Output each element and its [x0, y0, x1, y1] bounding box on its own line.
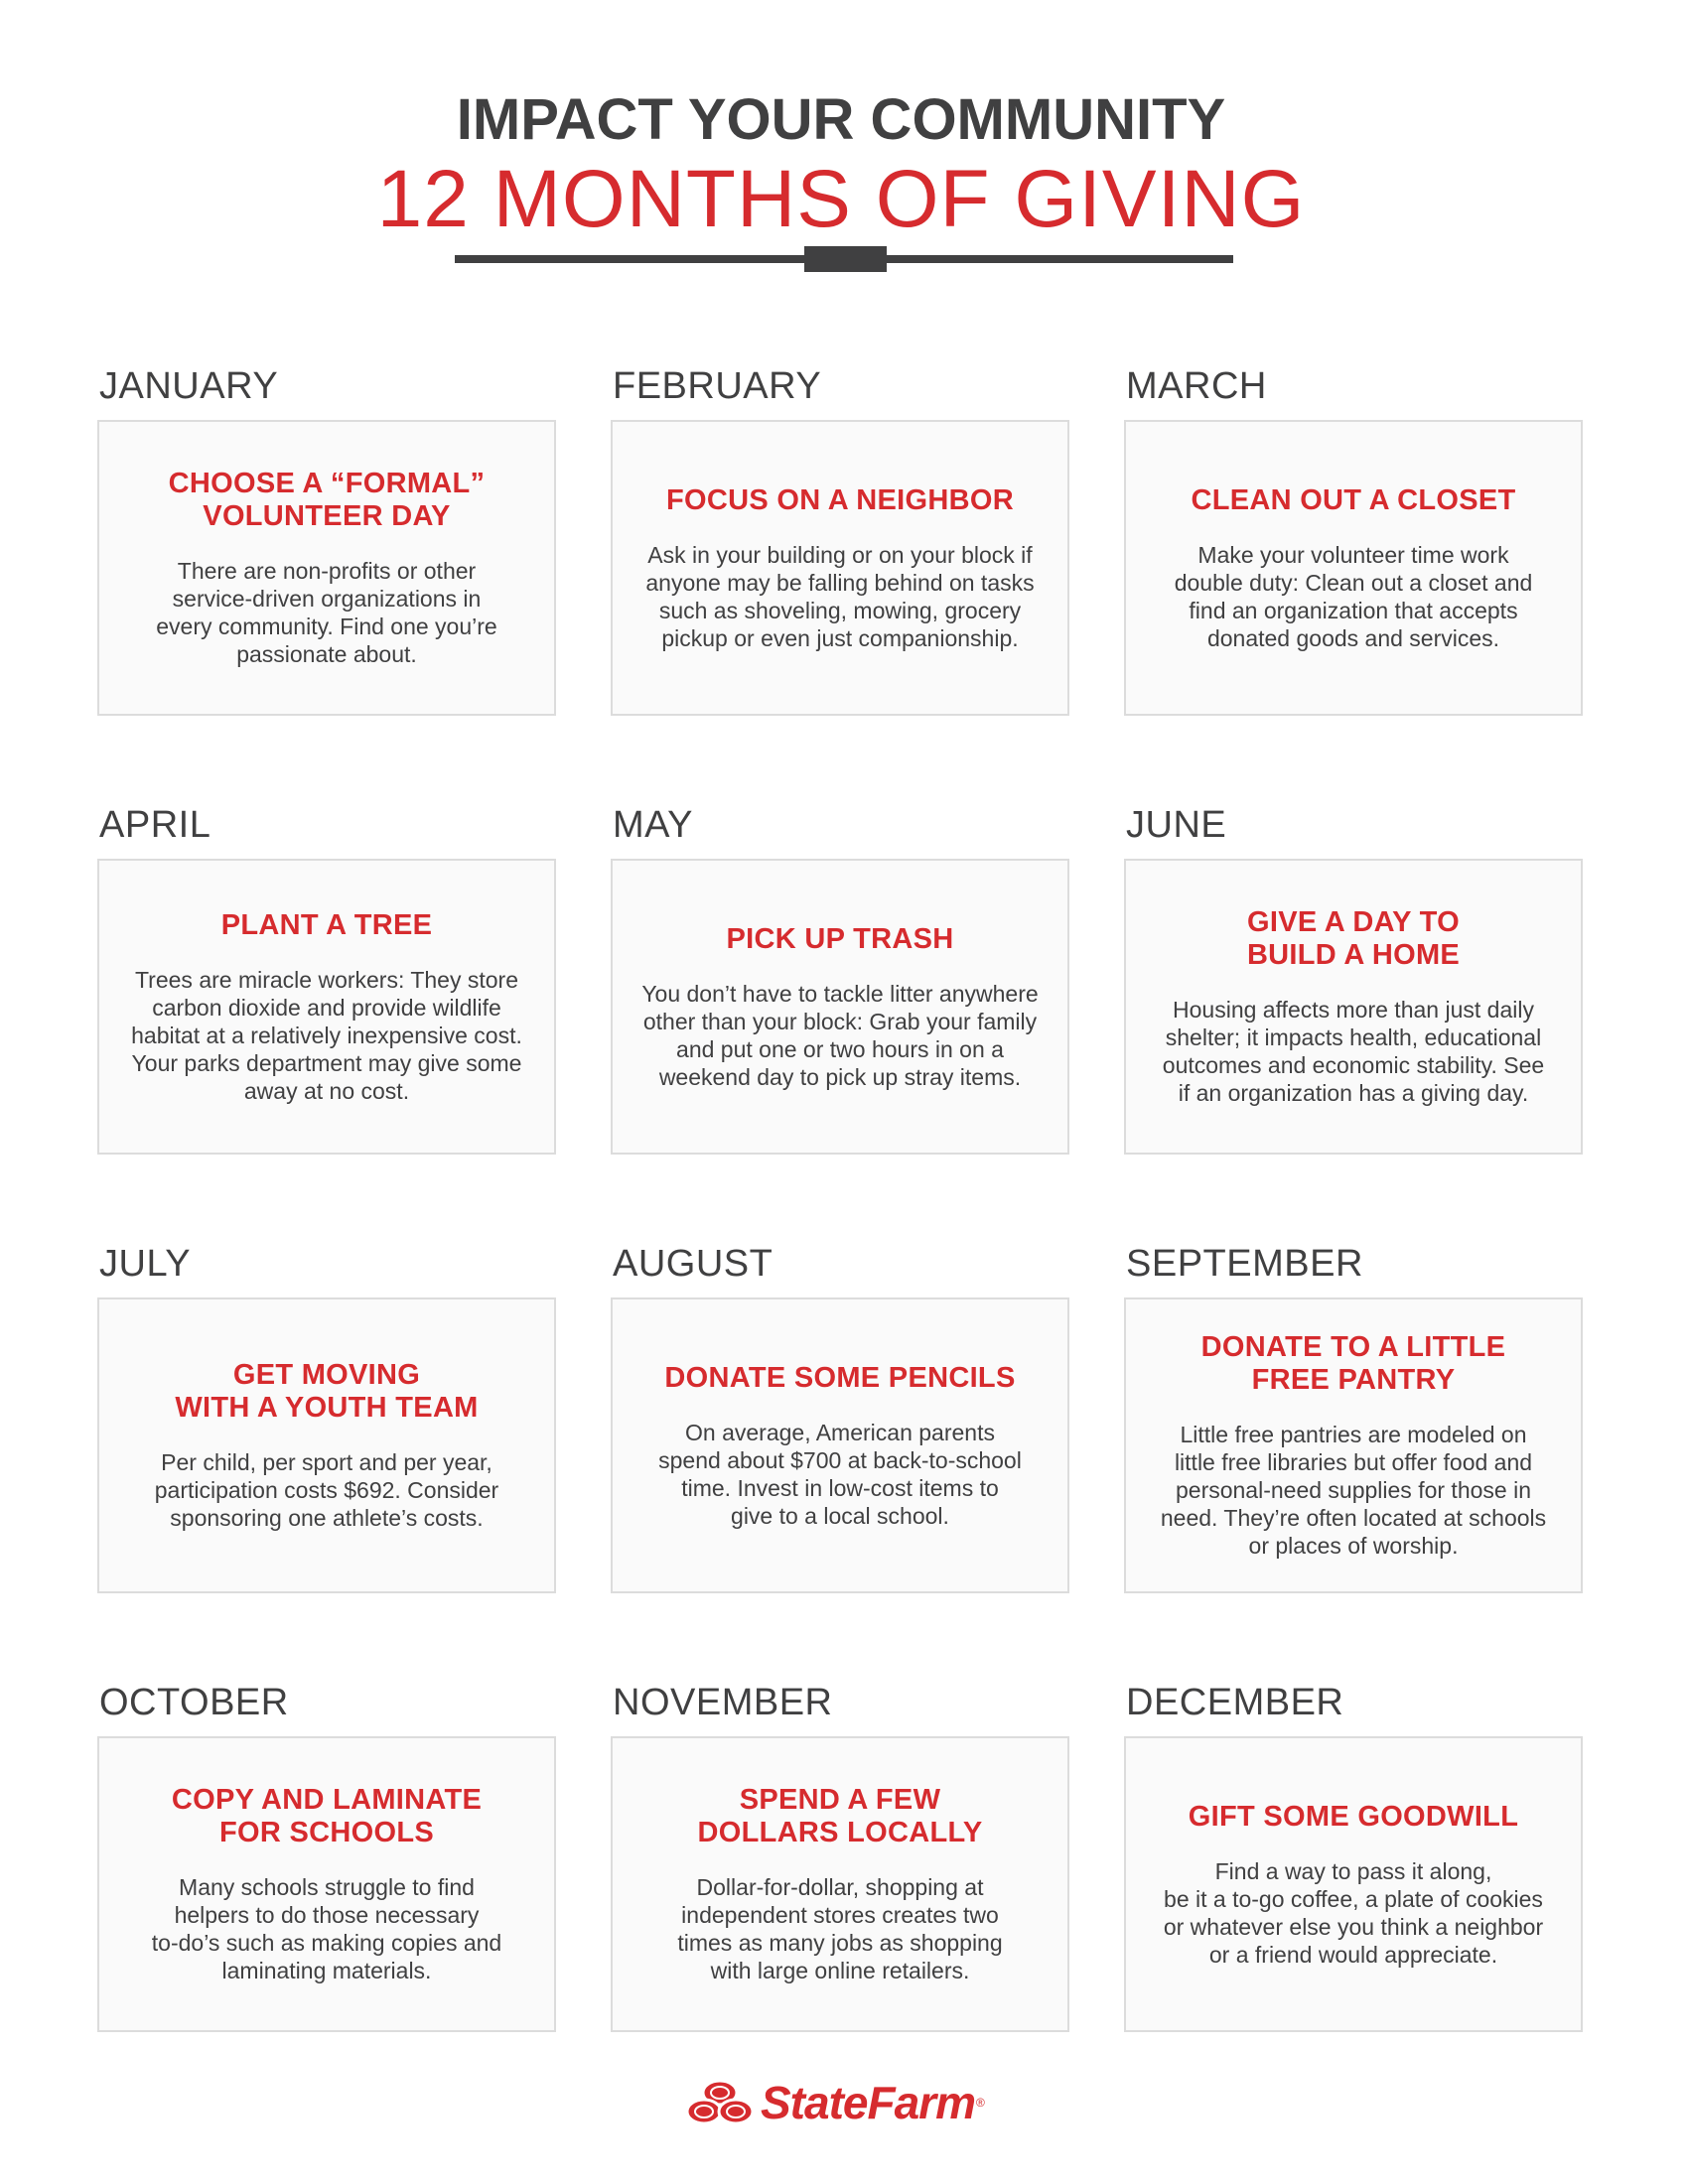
month-card-may — [611, 803, 1073, 1155]
tip-title: CLEAN OUT A CLOSET — [1191, 483, 1516, 516]
month-card-november — [611, 1681, 1073, 2032]
tip-body: Make your volunteer time work double duty: Clean out a closet and find an organization that accepts donated goods and services. — [1174, 541, 1533, 651]
tip-body: Housing affects more than just daily shelter; it impacts health, educational outcomes and economic stability. See if an organization has a giving day. — [1162, 997, 1545, 1106]
month-label: DECEMBER — [1126, 1682, 1344, 1723]
tip-body: Trees are miracle workers: They store carbon dioxide and provide wildlife habitat at a relatively inexpensive cost. Your parks department may give some away at no cost. — [131, 966, 522, 1104]
month-label: AUGUST — [613, 1243, 774, 1285]
month-card-april — [97, 803, 560, 1155]
month-label: NOVEMBER — [613, 1682, 833, 1723]
header — [0, 87, 1688, 244]
month-card-october — [97, 1681, 560, 2032]
tip-title: GIVE A DAY TO BUILD A HOME — [1246, 906, 1461, 971]
month-label: MARCH — [1126, 365, 1267, 407]
tip-body: Find a way to pass it along, be it a to-go coffee, a plate of cookies or whatever else you think a neighbor or a friend would appreciate. — [1163, 1857, 1544, 1968]
month-card-march — [1124, 364, 1587, 716]
tip-title: CHOOSE A “FORMAL” VOLUNTEER DAY — [168, 468, 486, 532]
tip-card — [611, 1297, 1069, 1593]
tip-title: GIFT SOME GOODWILL — [1188, 1800, 1519, 1833]
tip-title: DONATE TO A LITTLE FREE PANTRY — [1200, 1331, 1506, 1396]
month-label: APRIL — [99, 804, 211, 846]
page-title: IMPACT YOUR COMMUNITY — [456, 87, 1226, 152]
tip-title: GET MOVING WITH A YOUTH TEAM — [175, 1359, 479, 1424]
month-card-january — [97, 364, 560, 716]
tip-body: There are non-profits or other service-driven organizations in every community. Find one you’re passionate about. — [156, 558, 497, 667]
tip-title: PLANT A TREE — [220, 908, 433, 941]
tip-body: Ask in your building or on your block if anyone may be falling behind on tasks such as shoveling, mowing, grocery pickup or even just companionship. — [645, 541, 1035, 651]
month-label: SEPTEMBER — [1126, 1243, 1363, 1285]
tip-card — [611, 1736, 1069, 2032]
month-card-august — [611, 1242, 1073, 1593]
month-label: JULY — [99, 1243, 192, 1285]
month-label: FEBRUARY — [613, 365, 822, 407]
tip-card — [97, 1736, 556, 2032]
logo-wordmark: StateFarm — [761, 2077, 975, 2128]
month-label: MAY — [613, 804, 694, 846]
registered-mark: ® — [975, 2096, 985, 2110]
tip-card — [611, 420, 1069, 716]
month-card-july — [97, 1242, 560, 1593]
month-card-june — [1124, 803, 1587, 1155]
month-card-february — [611, 364, 1073, 716]
tip-body: Dollar-for-dollar, shopping at independent stores creates two times as many jobs as shopping with large online retailers. — [677, 1874, 1003, 1983]
month-card-september — [1124, 1242, 1587, 1593]
tip-card — [97, 859, 556, 1155]
tip-title: FOCUS ON A NEIGHBOR — [666, 483, 1014, 516]
tip-body: Per child, per sport and per year, participation costs $692. Consider sponsoring one athlete’s costs. — [154, 1449, 499, 1531]
month-label: JANUARY — [99, 365, 279, 407]
tip-body: You don’t have to tackle litter anywhere other than your block: Grab your family and put one or two hours in on a weekend day to pick up stray items. — [641, 980, 1039, 1090]
tip-card — [1124, 859, 1583, 1155]
tip-card — [1124, 420, 1583, 716]
tip-card — [611, 859, 1069, 1155]
tip-card — [97, 1297, 556, 1593]
tip-title: DONATE SOME PENCILS — [664, 1361, 1016, 1394]
tip-card — [1124, 1297, 1583, 1593]
month-label: JUNE — [1126, 804, 1227, 846]
tip-title: SPEND A FEW DOLLARS LOCALLY — [697, 1784, 983, 1848]
month-card-december — [1124, 1681, 1587, 2032]
state-farm-logo — [685, 2073, 985, 2132]
page-subtitle: 12 MONTHS OF GIVING — [376, 154, 1306, 244]
tip-body: On average, American parents spend about $700 at back-to-school time. Invest in low-cost items to give to a local school. — [658, 1419, 1022, 1529]
tip-title: PICK UP TRASH — [726, 922, 954, 955]
tip-card — [1124, 1736, 1583, 2032]
tip-title: COPY AND LAMINATE FOR SCHOOLS — [171, 1784, 483, 1848]
title-divider-accent — [804, 246, 887, 272]
month-label: OCTOBER — [99, 1682, 289, 1723]
tip-card — [97, 420, 556, 716]
tip-body: Many schools struggle to find helpers to do those necessary to-do’s such as making copies and laminating materials. — [151, 1874, 502, 1983]
tip-body: Little free pantries are modeled on little free libraries but offer food and personal-need supplies for those in need. They’re often located at schools or places of worship. — [1160, 1422, 1547, 1559]
three-ovals-icon — [685, 2078, 755, 2127]
